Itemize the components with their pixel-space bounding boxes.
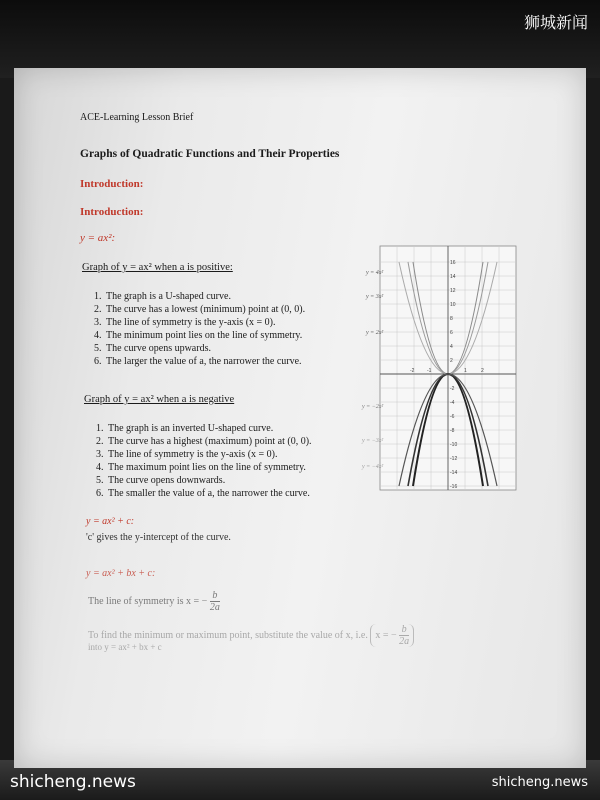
fraction-numerator: b [399, 624, 409, 636]
find-fraction [399, 624, 409, 647]
y-tick-label: 10 [450, 302, 456, 308]
list-item: 6. The larger the value of a, the narrower the curve. [104, 355, 305, 368]
monitor-bezel-top [0, 0, 600, 78]
list-item: 3. The line of symmetry is the y-axis (x = 0). [106, 448, 312, 461]
y-tick-label: 12 [450, 288, 456, 294]
list-item: 4. The minimum point lies on the line of symmetry. [104, 329, 305, 342]
curve-label: y = −4x² [362, 464, 384, 470]
y-tick-label: 14 [450, 274, 456, 280]
equation-y-ax2: y = ax²: [80, 232, 116, 244]
y-tick-label: -8 [450, 428, 455, 434]
y-tick-label: 6 [450, 330, 453, 336]
c-intercept-text: 'c' gives the y-intercept of the curve. [86, 532, 231, 543]
curve-label: y = 2x² [366, 330, 384, 336]
negative-a-heading: Graph of y = ax² when a is negative [84, 394, 235, 405]
x-tick-label: -2 [410, 368, 415, 374]
watermark-top: 狮城新闻 [523, 13, 588, 32]
find-expression [370, 624, 414, 647]
curve-label: y = −2x² [362, 404, 384, 410]
y-tick-label: -4 [450, 400, 455, 406]
watermark-bottom-right: shicheng.news [491, 775, 588, 790]
find-expr: x = − [375, 629, 397, 641]
y-tick-label: 2 [450, 358, 453, 364]
y-tick-label: -10 [450, 442, 458, 448]
x-tick-label: 1 [464, 368, 467, 374]
list-item: 5. The curve opens upwards. [104, 342, 305, 355]
positive-properties-list [82, 290, 305, 368]
y-tick-label: -2 [450, 386, 455, 392]
quadratic-graph [362, 246, 524, 492]
introduction-heading-2: Introduction: [80, 206, 144, 218]
symmetry-fraction [210, 590, 220, 613]
lesson-brief-header: ACE-Learning Lesson Brief [80, 112, 194, 123]
watermark-bottom-left: shicheng.news [10, 772, 136, 792]
list-item: 5. The curve opens downwards. [106, 474, 312, 487]
y-tick-label: 8 [450, 316, 453, 322]
curve-label: y = 4x² [366, 270, 384, 276]
y-tick-label: -6 [450, 414, 455, 420]
list-item: 6. The smaller the value of a, the narrower the curve. [106, 487, 312, 500]
x-tick-label: -1 [427, 368, 432, 374]
find-text: To find the minimum or maximum point, substitute the value of x, i.e. [88, 629, 368, 641]
list-item: 1. The graph is an inverted U-shaped curve. [106, 422, 312, 435]
curve-label: y = 3x² [366, 294, 384, 300]
x-tick-label: 2 [481, 368, 484, 374]
y-tick-label: -12 [450, 456, 458, 462]
negative-properties-list [84, 422, 312, 500]
y-tick-label: -16 [450, 484, 458, 490]
positive-a-heading: Graph of y = ax² when a is positive: [82, 262, 233, 273]
into-equation-text: into y = ax² + bx + c [88, 642, 162, 652]
fraction-denominator: 2a [399, 636, 410, 647]
fraction-denominator: 2a [209, 602, 220, 613]
list-item: 1. The graph is a U-shaped curve. [104, 290, 305, 303]
list-item: 2. The curve has a lowest (minimum) point at (0, 0). [104, 303, 305, 316]
fraction-numerator: b [210, 590, 220, 602]
y-tick-label: 4 [450, 344, 453, 350]
introduction-heading-1: Introduction: [80, 178, 144, 190]
curve-label: y = −3x² [362, 438, 384, 444]
y-tick-label: 16 [450, 260, 456, 266]
page-title: Graphs of Quadratic Functions and Their Properties [80, 148, 340, 160]
lesson-document [14, 68, 586, 768]
document-screen [14, 68, 586, 768]
symmetry-text: The line of symmetry is x = − [88, 595, 208, 607]
symmetry-line-text [88, 590, 220, 613]
list-item: 4. The maximum point lies on the line of symmetry. [106, 461, 312, 474]
equation-y-ax2-c: y = ax² + c: [86, 516, 135, 527]
equation-y-ax2-bx-c: y = ax² + bx + c: [86, 568, 156, 579]
y-tick-label: -14 [450, 470, 458, 476]
list-item: 3. The line of symmetry is the y-axis (x = 0). [104, 316, 305, 329]
list-item: 2. The curve has a highest (maximum) point at (0, 0). [106, 435, 312, 448]
